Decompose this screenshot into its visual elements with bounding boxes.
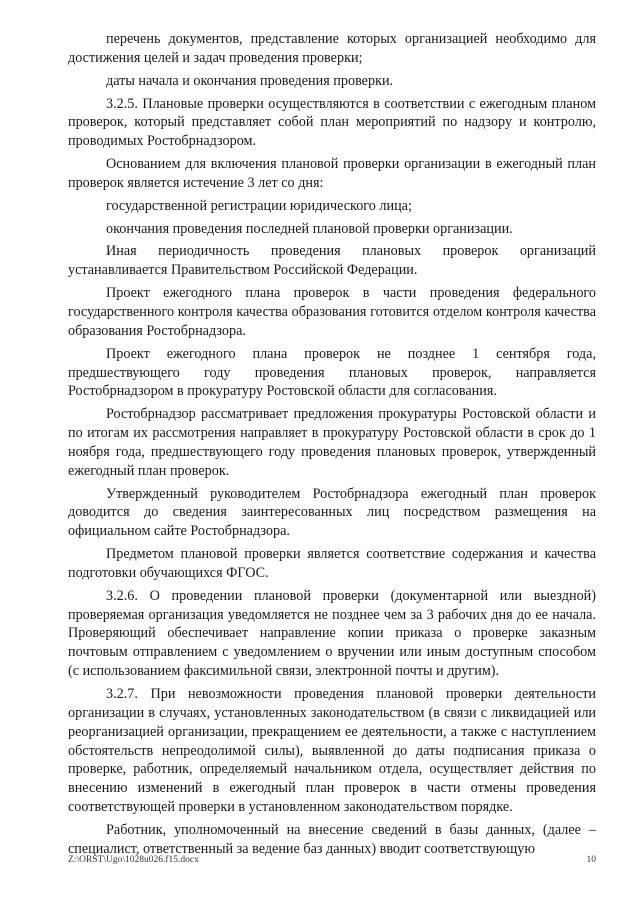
- page-number: 10: [586, 855, 596, 865]
- paragraph: окончания проведения последней плановой проверки организации.: [106, 220, 513, 237]
- paragraph: Работник, уполномоченный на внесение сведений в базы данных, (далее – специалист, ответственный за ведение баз данных) вводит соответствующую: [68, 821, 596, 857]
- footer-file-path: Z:\ORST\Ugo\1028u026.f15.docx: [68, 855, 199, 865]
- paragraph: Проект ежегодного плана проверок не позднее 1 сентября года, предшествующего году проведения плановых проверок, направляется Ростобрнадзором в прокуратуру Ростовской области для согласования.: [68, 345, 596, 400]
- paragraph: Утвержденный руководителем Ростобрнадзора ежегодный план проверок доводится до сведения заинтересованных лиц посредством размещения на официальном сайте Ростобрнадзора.: [68, 485, 596, 540]
- paragraph: 3.2.5. Плановые проверки осуществляются в соответствии с ежегодным планом проверок, который представляет собой план мероприятий по надзору и контролю, проводимых Ростобрнадзором.: [68, 95, 596, 150]
- paragraph: 3.2.6. О проведении плановой проверки (документарной или выездной) проверяемая организация уведомляется не позднее чем за 3 рабочих дня до ее начала. Проверяющий обеспечивает направление копии приказа о проверке заказным почтовым отправлением с уведомлением о вручении или иным доступным способом (с использованием факсимильной связи, электронной почты и другим).: [68, 587, 596, 680]
- document-body: [68, 30, 596, 863]
- paragraph: даты начала и окончания проведения проверки.: [106, 72, 394, 89]
- paragraph: государственной регистрации юридического лица;: [106, 197, 412, 214]
- page-footer: [0, 855, 640, 869]
- paragraph: Основанием для включения плановой проверки организации в ежегодный план проверок является истечение 3 лет со дня:: [68, 156, 596, 191]
- paragraph: Иная периодичность проведения плановых проверок организаций устанавливается Правительством Российской Федерации.: [68, 243, 596, 279]
- paragraph: Ростобрнадзор рассматривает предложения прокуратуры Ростовской области и по итогам их рассмотрения направляет в прокуратуру Ростовской области в срок до 1 ноября года, предшествующего году проведения плановых проверок, утвержденный ежегодный план проверок.: [68, 406, 596, 479]
- paragraph: Проект ежегодного плана проверок в части проведения федерального государственного контроля качества образования готовится отделом контроля качества образования Ростобрнадзора.: [68, 285, 596, 339]
- paragraph: Предметом плановой проверки является соответствие содержания и качества подготовки обучающихся ФГОС.: [68, 546, 596, 581]
- paragraph: 3.2.7. При невозможности проведения плановой проверки деятельности организации в случаях, установленных законодательством (в связи с ликвидацией или реорганизацией организации, прекращением ее деятельности, а также с наступлением обстоятельств непреодолимой силы), выявленной до даты подписания приказа о проверке, работник, определяемый начальником отдела, осуществляет действия по внесению изменений в ежегодный план проверок в части отмены проведения соответствующей проверки в установленном законодательством порядке.: [68, 686, 596, 816]
- paragraph: перечень документов, представление которых организацией необходимо для достижения целей и задач проведения проверки;: [68, 31, 596, 66]
